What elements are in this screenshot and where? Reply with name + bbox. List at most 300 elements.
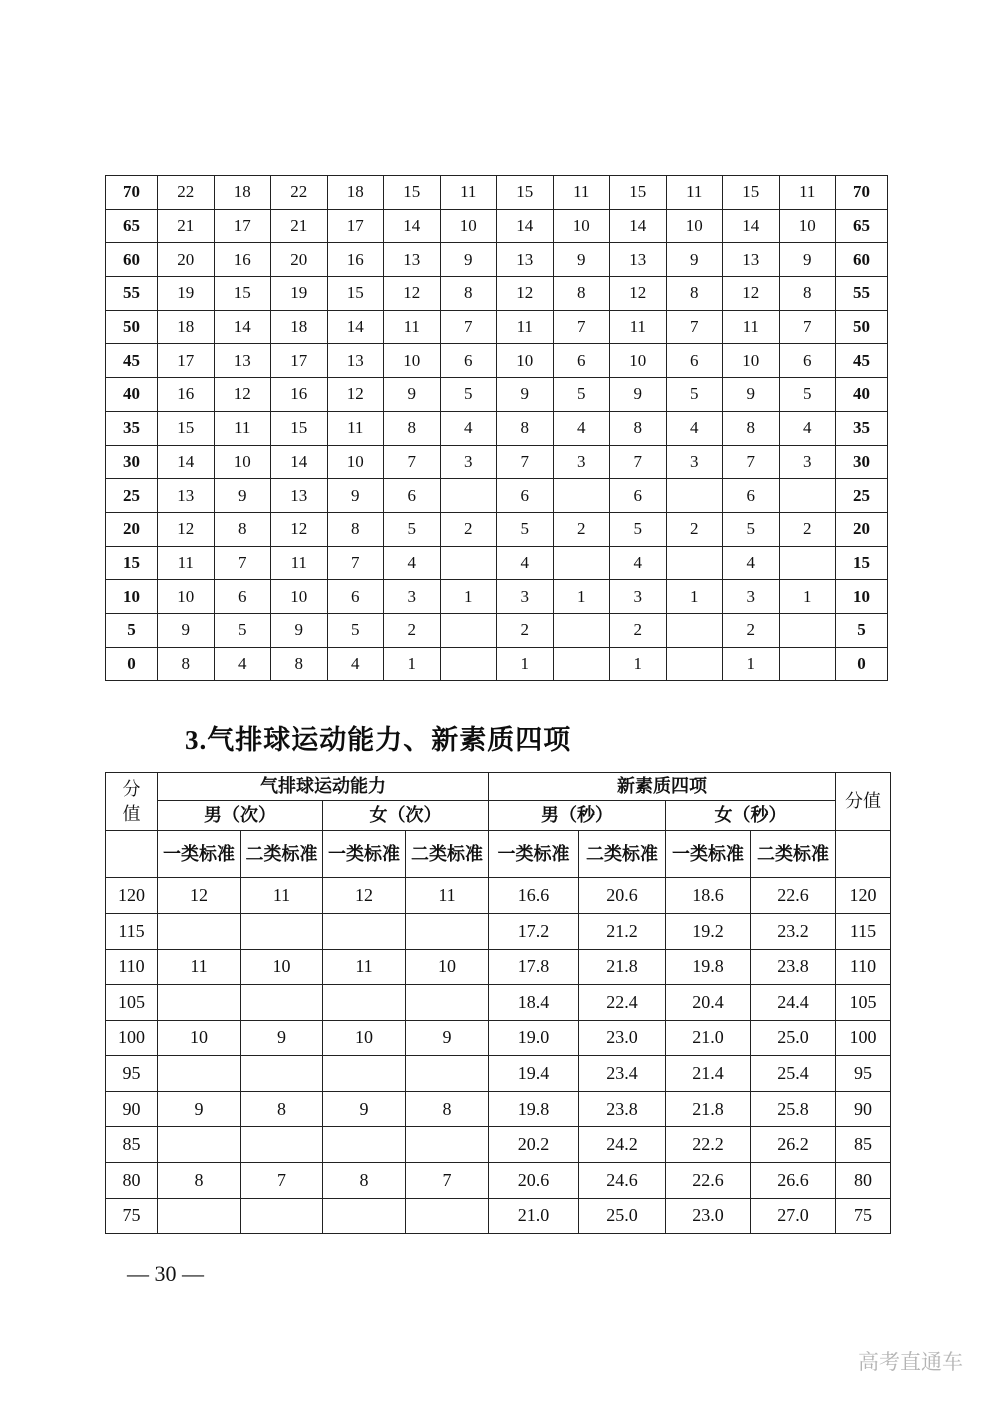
- score-cell: 110: [106, 949, 158, 985]
- value-cell: 13: [327, 344, 384, 378]
- value-cell: 5: [497, 512, 554, 546]
- value-cell: 8: [406, 1091, 489, 1127]
- value-cell: 26.2: [751, 1127, 836, 1163]
- value-cell: 13: [723, 243, 780, 277]
- value-cell: 6: [723, 479, 780, 513]
- value-cell: 15: [214, 277, 271, 311]
- value-cell: [241, 985, 323, 1021]
- value-cell: 25.0: [751, 1020, 836, 1056]
- score-cell: 80: [106, 1163, 158, 1199]
- value-cell: [779, 479, 836, 513]
- value-cell: 11: [158, 949, 241, 985]
- group-header-new-quality: 新素质四项: [489, 773, 836, 801]
- standard-header-class1: 一类标准: [489, 831, 579, 878]
- value-cell: 25.4: [751, 1056, 836, 1092]
- subheader-male-seconds: 男（秒）: [489, 801, 666, 831]
- value-cell: 14: [497, 209, 554, 243]
- value-cell: [323, 913, 406, 949]
- value-cell: 17: [214, 209, 271, 243]
- score-cell: 60: [106, 243, 158, 277]
- value-cell: [406, 985, 489, 1021]
- score-cell: 100: [106, 1020, 158, 1056]
- value-cell: 17.8: [489, 949, 579, 985]
- value-cell: 19: [271, 277, 328, 311]
- value-cell: 2: [610, 613, 667, 647]
- value-cell: 13: [271, 479, 328, 513]
- value-cell: 5: [214, 613, 271, 647]
- value-cell: 8: [214, 512, 271, 546]
- value-cell: [779, 613, 836, 647]
- value-cell: 4: [666, 411, 723, 445]
- value-cell: 11: [666, 176, 723, 210]
- value-cell: 21.4: [666, 1056, 751, 1092]
- value-cell: 4: [327, 647, 384, 681]
- value-cell: 10: [327, 445, 384, 479]
- value-cell: [406, 913, 489, 949]
- value-cell: 7: [214, 546, 271, 580]
- value-cell: 8: [666, 277, 723, 311]
- value-cell: 9: [610, 378, 667, 412]
- value-cell: 1: [723, 647, 780, 681]
- value-cell: 21.0: [489, 1198, 579, 1234]
- value-cell: 1: [440, 580, 497, 614]
- value-cell: 6: [497, 479, 554, 513]
- value-cell: 15: [271, 411, 328, 445]
- score-cell: 20: [106, 512, 158, 546]
- value-cell: [241, 1198, 323, 1234]
- value-cell: 11: [723, 310, 780, 344]
- value-cell: 4: [497, 546, 554, 580]
- score-cell: 105: [106, 985, 158, 1021]
- value-cell: 20: [271, 243, 328, 277]
- value-cell: [406, 1056, 489, 1092]
- value-cell: 20.4: [666, 985, 751, 1021]
- value-cell: 3: [723, 580, 780, 614]
- value-cell: 8: [497, 411, 554, 445]
- score-cell: 65: [836, 209, 888, 243]
- value-cell: 9: [666, 243, 723, 277]
- group-header-volleyball: 气排球运动能力: [158, 773, 489, 801]
- value-cell: [779, 546, 836, 580]
- value-cell: 1: [553, 580, 610, 614]
- value-cell: 1: [384, 647, 441, 681]
- value-cell: 1: [666, 580, 723, 614]
- value-cell: 2: [553, 512, 610, 546]
- value-cell: [779, 647, 836, 681]
- value-cell: 12: [158, 512, 215, 546]
- value-cell: 5: [327, 613, 384, 647]
- value-cell: 14: [271, 445, 328, 479]
- value-cell: 17: [271, 344, 328, 378]
- value-cell: 19.4: [489, 1056, 579, 1092]
- score-cell: 45: [836, 344, 888, 378]
- value-cell: [440, 479, 497, 513]
- value-cell: [158, 985, 241, 1021]
- value-cell: 10: [323, 1020, 406, 1056]
- value-cell: [440, 613, 497, 647]
- empty-corner-right: [836, 831, 891, 878]
- score-cell: 45: [106, 344, 158, 378]
- value-cell: 8: [610, 411, 667, 445]
- value-cell: 6: [384, 479, 441, 513]
- value-cell: 11: [241, 878, 323, 914]
- value-cell: [406, 1127, 489, 1163]
- score-cell: 95: [836, 1056, 891, 1092]
- score-cell: 90: [836, 1091, 891, 1127]
- score-header-left-label: 分值: [122, 778, 141, 824]
- volleyball-new-quality-table: [105, 772, 891, 1234]
- score-cell: 65: [106, 209, 158, 243]
- value-cell: 18: [327, 176, 384, 210]
- value-cell: 10: [158, 580, 215, 614]
- header-row-groups: [106, 773, 891, 801]
- value-cell: 19.8: [489, 1091, 579, 1127]
- value-cell: 18: [271, 310, 328, 344]
- value-cell: 7: [241, 1163, 323, 1199]
- value-cell: 20: [158, 243, 215, 277]
- watermark-text: 高考直通车: [858, 1351, 963, 1374]
- value-cell: 12: [271, 512, 328, 546]
- value-cell: 7: [440, 310, 497, 344]
- table-row: [106, 445, 888, 479]
- value-cell: 8: [327, 512, 384, 546]
- table-row: [106, 1091, 891, 1127]
- value-cell: 10: [384, 344, 441, 378]
- value-cell: 23.8: [579, 1091, 666, 1127]
- value-cell: 11: [406, 878, 489, 914]
- value-cell: 13: [610, 243, 667, 277]
- value-cell: 21.2: [579, 913, 666, 949]
- value-cell: 10: [610, 344, 667, 378]
- empty-corner-left: [106, 831, 158, 878]
- value-cell: 14: [384, 209, 441, 243]
- table-row: [106, 1198, 891, 1234]
- value-cell: 4: [723, 546, 780, 580]
- score-cell: 95: [106, 1056, 158, 1092]
- value-cell: [241, 1056, 323, 1092]
- value-cell: 12: [323, 878, 406, 914]
- value-cell: 16: [214, 243, 271, 277]
- value-cell: 10: [406, 949, 489, 985]
- value-cell: 15: [327, 277, 384, 311]
- volleyball-table-body: [106, 878, 891, 1234]
- value-cell: 9: [406, 1020, 489, 1056]
- value-cell: [323, 1056, 406, 1092]
- value-cell: [440, 647, 497, 681]
- value-cell: 6: [327, 580, 384, 614]
- standard-header-class2: 二类标准: [406, 831, 489, 878]
- value-cell: 9: [214, 479, 271, 513]
- header-row-gender: [106, 801, 891, 831]
- value-cell: 23.2: [751, 913, 836, 949]
- value-cell: 4: [610, 546, 667, 580]
- table-row: [106, 949, 891, 985]
- score-cell: 75: [836, 1198, 891, 1234]
- score-cell: 5: [106, 613, 158, 647]
- score-cell: 40: [106, 378, 158, 412]
- score-cell: 115: [106, 913, 158, 949]
- value-cell: 9: [327, 479, 384, 513]
- value-cell: 22.6: [666, 1163, 751, 1199]
- value-cell: 14: [610, 209, 667, 243]
- value-cell: 27.0: [751, 1198, 836, 1234]
- table-row: [106, 1127, 891, 1163]
- value-cell: 23.8: [751, 949, 836, 985]
- value-cell: 8: [158, 1163, 241, 1199]
- upper-score-table-body: [106, 176, 888, 681]
- value-cell: 24.6: [579, 1163, 666, 1199]
- value-cell: [158, 1198, 241, 1234]
- table-row: [106, 613, 888, 647]
- value-cell: 10: [158, 1020, 241, 1056]
- value-cell: 25.0: [579, 1198, 666, 1234]
- value-cell: 3: [384, 580, 441, 614]
- page-number: — 30 —: [127, 1261, 204, 1287]
- value-cell: 4: [440, 411, 497, 445]
- value-cell: 10: [271, 580, 328, 614]
- value-cell: 20.6: [579, 878, 666, 914]
- value-cell: 22: [158, 176, 215, 210]
- value-cell: 1: [497, 647, 554, 681]
- score-cell: 70: [836, 176, 888, 210]
- value-cell: 21.0: [666, 1020, 751, 1056]
- value-cell: 4: [553, 411, 610, 445]
- table-row: [106, 411, 888, 445]
- value-cell: 22: [271, 176, 328, 210]
- header-row-standards: [106, 831, 891, 878]
- value-cell: 8: [553, 277, 610, 311]
- value-cell: 11: [553, 176, 610, 210]
- value-cell: 15: [384, 176, 441, 210]
- value-cell: 10: [214, 445, 271, 479]
- standard-header-class2: 二类标准: [579, 831, 666, 878]
- value-cell: 7: [723, 445, 780, 479]
- table-row: [106, 378, 888, 412]
- value-cell: 6: [610, 479, 667, 513]
- table-row: [106, 479, 888, 513]
- value-cell: 21.8: [666, 1091, 751, 1127]
- value-cell: 2: [440, 512, 497, 546]
- value-cell: [241, 1127, 323, 1163]
- value-cell: 2: [723, 613, 780, 647]
- value-cell: 10: [553, 209, 610, 243]
- value-cell: [406, 1198, 489, 1234]
- value-cell: 8: [440, 277, 497, 311]
- value-cell: [553, 613, 610, 647]
- score-cell: 50: [836, 310, 888, 344]
- value-cell: 2: [779, 512, 836, 546]
- value-cell: 22.6: [751, 878, 836, 914]
- score-header-right: 分值: [836, 773, 891, 831]
- score-cell: 40: [836, 378, 888, 412]
- value-cell: 2: [384, 613, 441, 647]
- value-cell: 22.4: [579, 985, 666, 1021]
- value-cell: 12: [497, 277, 554, 311]
- score-cell: 20: [836, 512, 888, 546]
- value-cell: 11: [384, 310, 441, 344]
- value-cell: 19.8: [666, 949, 751, 985]
- score-cell: 15: [106, 546, 158, 580]
- value-cell: 7: [779, 310, 836, 344]
- score-cell: 30: [836, 445, 888, 479]
- subheader-male-times: 男（次）: [158, 801, 323, 831]
- score-cell: 70: [106, 176, 158, 210]
- value-cell: 4: [384, 546, 441, 580]
- score-cell: 85: [106, 1127, 158, 1163]
- value-cell: 9: [497, 378, 554, 412]
- standard-header-class1: 一类标准: [323, 831, 406, 878]
- value-cell: 11: [271, 546, 328, 580]
- table-row: [106, 512, 888, 546]
- table-row: [106, 878, 891, 914]
- table-row: [106, 647, 888, 681]
- value-cell: 14: [327, 310, 384, 344]
- value-cell: 12: [610, 277, 667, 311]
- value-cell: [666, 647, 723, 681]
- score-cell: 55: [836, 277, 888, 311]
- standard-header-class1: 一类标准: [666, 831, 751, 878]
- value-cell: 24.4: [751, 985, 836, 1021]
- value-cell: 3: [440, 445, 497, 479]
- value-cell: 14: [158, 445, 215, 479]
- value-cell: 9: [158, 613, 215, 647]
- value-cell: [553, 647, 610, 681]
- table-row: [106, 344, 888, 378]
- value-cell: 11: [440, 176, 497, 210]
- value-cell: 19.2: [666, 913, 751, 949]
- value-cell: 8: [779, 277, 836, 311]
- value-cell: 10: [497, 344, 554, 378]
- upper-score-table: [105, 175, 888, 681]
- value-cell: 4: [214, 647, 271, 681]
- value-cell: 16.6: [489, 878, 579, 914]
- value-cell: 12: [158, 878, 241, 914]
- value-cell: 7: [406, 1163, 489, 1199]
- value-cell: 11: [779, 176, 836, 210]
- value-cell: 13: [158, 479, 215, 513]
- value-cell: 14: [723, 209, 780, 243]
- value-cell: 16: [158, 378, 215, 412]
- value-cell: 9: [384, 378, 441, 412]
- value-cell: 23.0: [666, 1198, 751, 1234]
- table-header: [106, 773, 891, 878]
- value-cell: 5: [610, 512, 667, 546]
- value-cell: 11: [158, 546, 215, 580]
- score-cell: 55: [106, 277, 158, 311]
- value-cell: 9: [440, 243, 497, 277]
- standard-header-class2: 二类标准: [241, 831, 323, 878]
- value-cell: 9: [241, 1020, 323, 1056]
- value-cell: 9: [271, 613, 328, 647]
- value-cell: [666, 479, 723, 513]
- value-cell: 20.2: [489, 1127, 579, 1163]
- value-cell: 12: [384, 277, 441, 311]
- score-cell: 115: [836, 913, 891, 949]
- value-cell: 18.4: [489, 985, 579, 1021]
- score-cell: 85: [836, 1127, 891, 1163]
- value-cell: 10: [241, 949, 323, 985]
- value-cell: 7: [610, 445, 667, 479]
- value-cell: [440, 546, 497, 580]
- table-row: [106, 546, 888, 580]
- standard-header-class2: 二类标准: [751, 831, 836, 878]
- value-cell: [323, 985, 406, 1021]
- value-cell: 13: [384, 243, 441, 277]
- value-cell: 17: [158, 344, 215, 378]
- value-cell: 11: [214, 411, 271, 445]
- value-cell: 10: [779, 209, 836, 243]
- value-cell: 13: [214, 344, 271, 378]
- value-cell: 19.0: [489, 1020, 579, 1056]
- table-row: [106, 985, 891, 1021]
- score-cell: 15: [836, 546, 888, 580]
- value-cell: [241, 913, 323, 949]
- value-cell: 10: [666, 209, 723, 243]
- value-cell: 20.6: [489, 1163, 579, 1199]
- subheader-female-seconds: 女（秒）: [666, 801, 836, 831]
- table-row: [106, 1056, 891, 1092]
- table-row: [106, 1020, 891, 1056]
- table-row: [106, 1163, 891, 1199]
- score-cell: 75: [106, 1198, 158, 1234]
- value-cell: 8: [723, 411, 780, 445]
- value-cell: 11: [323, 949, 406, 985]
- standard-header-class1: 一类标准: [158, 831, 241, 878]
- value-cell: 7: [553, 310, 610, 344]
- score-header-left: [106, 773, 158, 831]
- score-cell: 25: [836, 479, 888, 513]
- value-cell: 6: [214, 580, 271, 614]
- value-cell: 18: [158, 310, 215, 344]
- value-cell: 18: [214, 176, 271, 210]
- value-cell: 22.2: [666, 1127, 751, 1163]
- score-cell: 100: [836, 1020, 891, 1056]
- score-cell: 60: [836, 243, 888, 277]
- value-cell: 11: [497, 310, 554, 344]
- value-cell: 21.8: [579, 949, 666, 985]
- value-cell: 12: [327, 378, 384, 412]
- value-cell: 5: [779, 378, 836, 412]
- value-cell: 12: [723, 277, 780, 311]
- value-cell: 15: [158, 411, 215, 445]
- value-cell: 11: [327, 411, 384, 445]
- value-cell: 6: [779, 344, 836, 378]
- score-cell: 35: [836, 411, 888, 445]
- value-cell: 9: [553, 243, 610, 277]
- value-cell: 23.4: [579, 1056, 666, 1092]
- value-cell: 16: [327, 243, 384, 277]
- value-cell: 15: [610, 176, 667, 210]
- value-cell: 14: [214, 310, 271, 344]
- score-cell: 50: [106, 310, 158, 344]
- value-cell: 5: [666, 378, 723, 412]
- value-cell: 3: [497, 580, 554, 614]
- value-cell: 9: [323, 1091, 406, 1127]
- value-cell: 4: [779, 411, 836, 445]
- value-cell: 2: [666, 512, 723, 546]
- table-row: [106, 310, 888, 344]
- score-cell: 5: [836, 613, 888, 647]
- value-cell: [323, 1127, 406, 1163]
- value-cell: 6: [666, 344, 723, 378]
- value-cell: 1: [610, 647, 667, 681]
- subheader-female-times: 女（次）: [323, 801, 489, 831]
- value-cell: 5: [553, 378, 610, 412]
- value-cell: 3: [666, 445, 723, 479]
- value-cell: 15: [723, 176, 780, 210]
- value-cell: 7: [497, 445, 554, 479]
- value-cell: 7: [327, 546, 384, 580]
